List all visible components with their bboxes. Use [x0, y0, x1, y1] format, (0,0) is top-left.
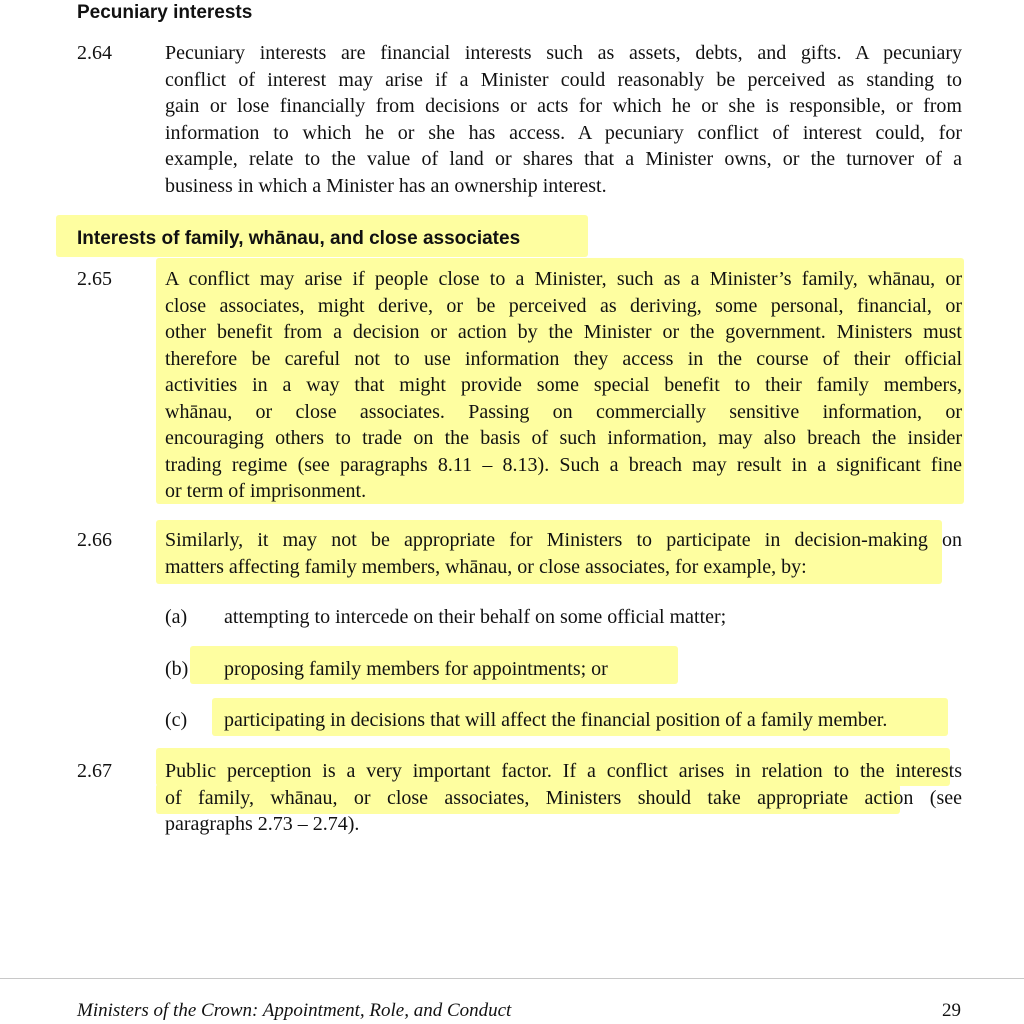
- list-item-text: attempting to intercede on their behalf on some official matter;: [224, 606, 727, 628]
- text-line: trading regime (see paragraphs 8.11 – 8.13). Such a breach may result in a significant fine: [165, 453, 962, 476]
- text-line: Pecuniary interests are financial interests such as assets, debts, and gifts. A pecuniary: [165, 42, 962, 64]
- footer-document-title: Ministers of the Crown: Appointment, Role, and Conduct: [77, 1000, 512, 1021]
- text-line: close associates, might derive, or be perceived as deriving, some personal, financial, or: [165, 294, 962, 317]
- list-item-label: (c): [165, 709, 188, 731]
- text-line: example, relate to the value of land or shares that a Minister owns, or the turnover of a: [165, 148, 962, 170]
- text-line: encouraging others to trade on the basis of such information, may also breach the insider: [165, 427, 962, 449]
- text-line: Public perception is a very important factor. If a conflict arises in relation to the interests: [165, 760, 962, 782]
- list-item-text: proposing family members for appointments; or: [224, 658, 608, 680]
- text-line: matters affecting family members, whānau, or close associates, for example, by:: [165, 555, 807, 578]
- paragraph-number: 2.65: [77, 268, 112, 290]
- list-item-label: (a): [165, 606, 188, 628]
- section-heading-family: Interests of family, whānau, and close associates: [77, 228, 521, 249]
- paragraph-number: 2.66: [77, 529, 112, 551]
- list-item-label: (b): [165, 658, 189, 680]
- text-line: or term of imprisonment.: [165, 480, 367, 502]
- paragraph-2-67: [165, 758, 962, 838]
- text-line: activities in a way that might provide some special benefit to their family members,: [165, 374, 962, 396]
- text-line: gain or lose financially from decisions or acts for which he or she is responsible, or from: [165, 95, 962, 117]
- text-line: A conflict may arise if people close to a Minister, such as a Minister’s family, whānau, or: [165, 268, 962, 290]
- paragraph-2-66: [165, 527, 962, 580]
- text-line: whānau, or close associates. Passing on commercially sensitive information, or: [165, 400, 962, 423]
- text-line: other benefit from a decision or action by the Minister or the government. Ministers must: [165, 321, 962, 343]
- page-number: 29: [942, 1000, 961, 1021]
- text-line: information to which he or she has access. A pecuniary conflict of interest could, for: [165, 121, 962, 144]
- footer-divider: [0, 978, 1024, 979]
- text-line: business in which a Minister has an ownership interest.: [165, 174, 607, 197]
- text-line: paragraphs 2.73 – 2.74).: [165, 813, 360, 835]
- text-line: of family, whānau, or close associates, Ministers should take appropriate action (see: [165, 786, 962, 809]
- section-heading-pecuniary: Pecuniary interests: [77, 2, 253, 23]
- text-line: conflict of interest may arise if a Minister could reasonably be perceived as standing to: [165, 68, 962, 91]
- paragraph-number: 2.67: [77, 760, 112, 782]
- paragraph-2-65: [165, 266, 962, 505]
- text-line: therefore be careful not to use information they access in the course of their official: [165, 347, 962, 370]
- paragraph-2-64: [165, 40, 962, 199]
- paragraph-number: 2.64: [77, 42, 112, 64]
- list-item-text: participating in decisions that will affect the financial position of a family member.: [224, 709, 888, 731]
- text-line: Similarly, it may not be appropriate for Ministers to participate in decision-making on: [165, 529, 962, 551]
